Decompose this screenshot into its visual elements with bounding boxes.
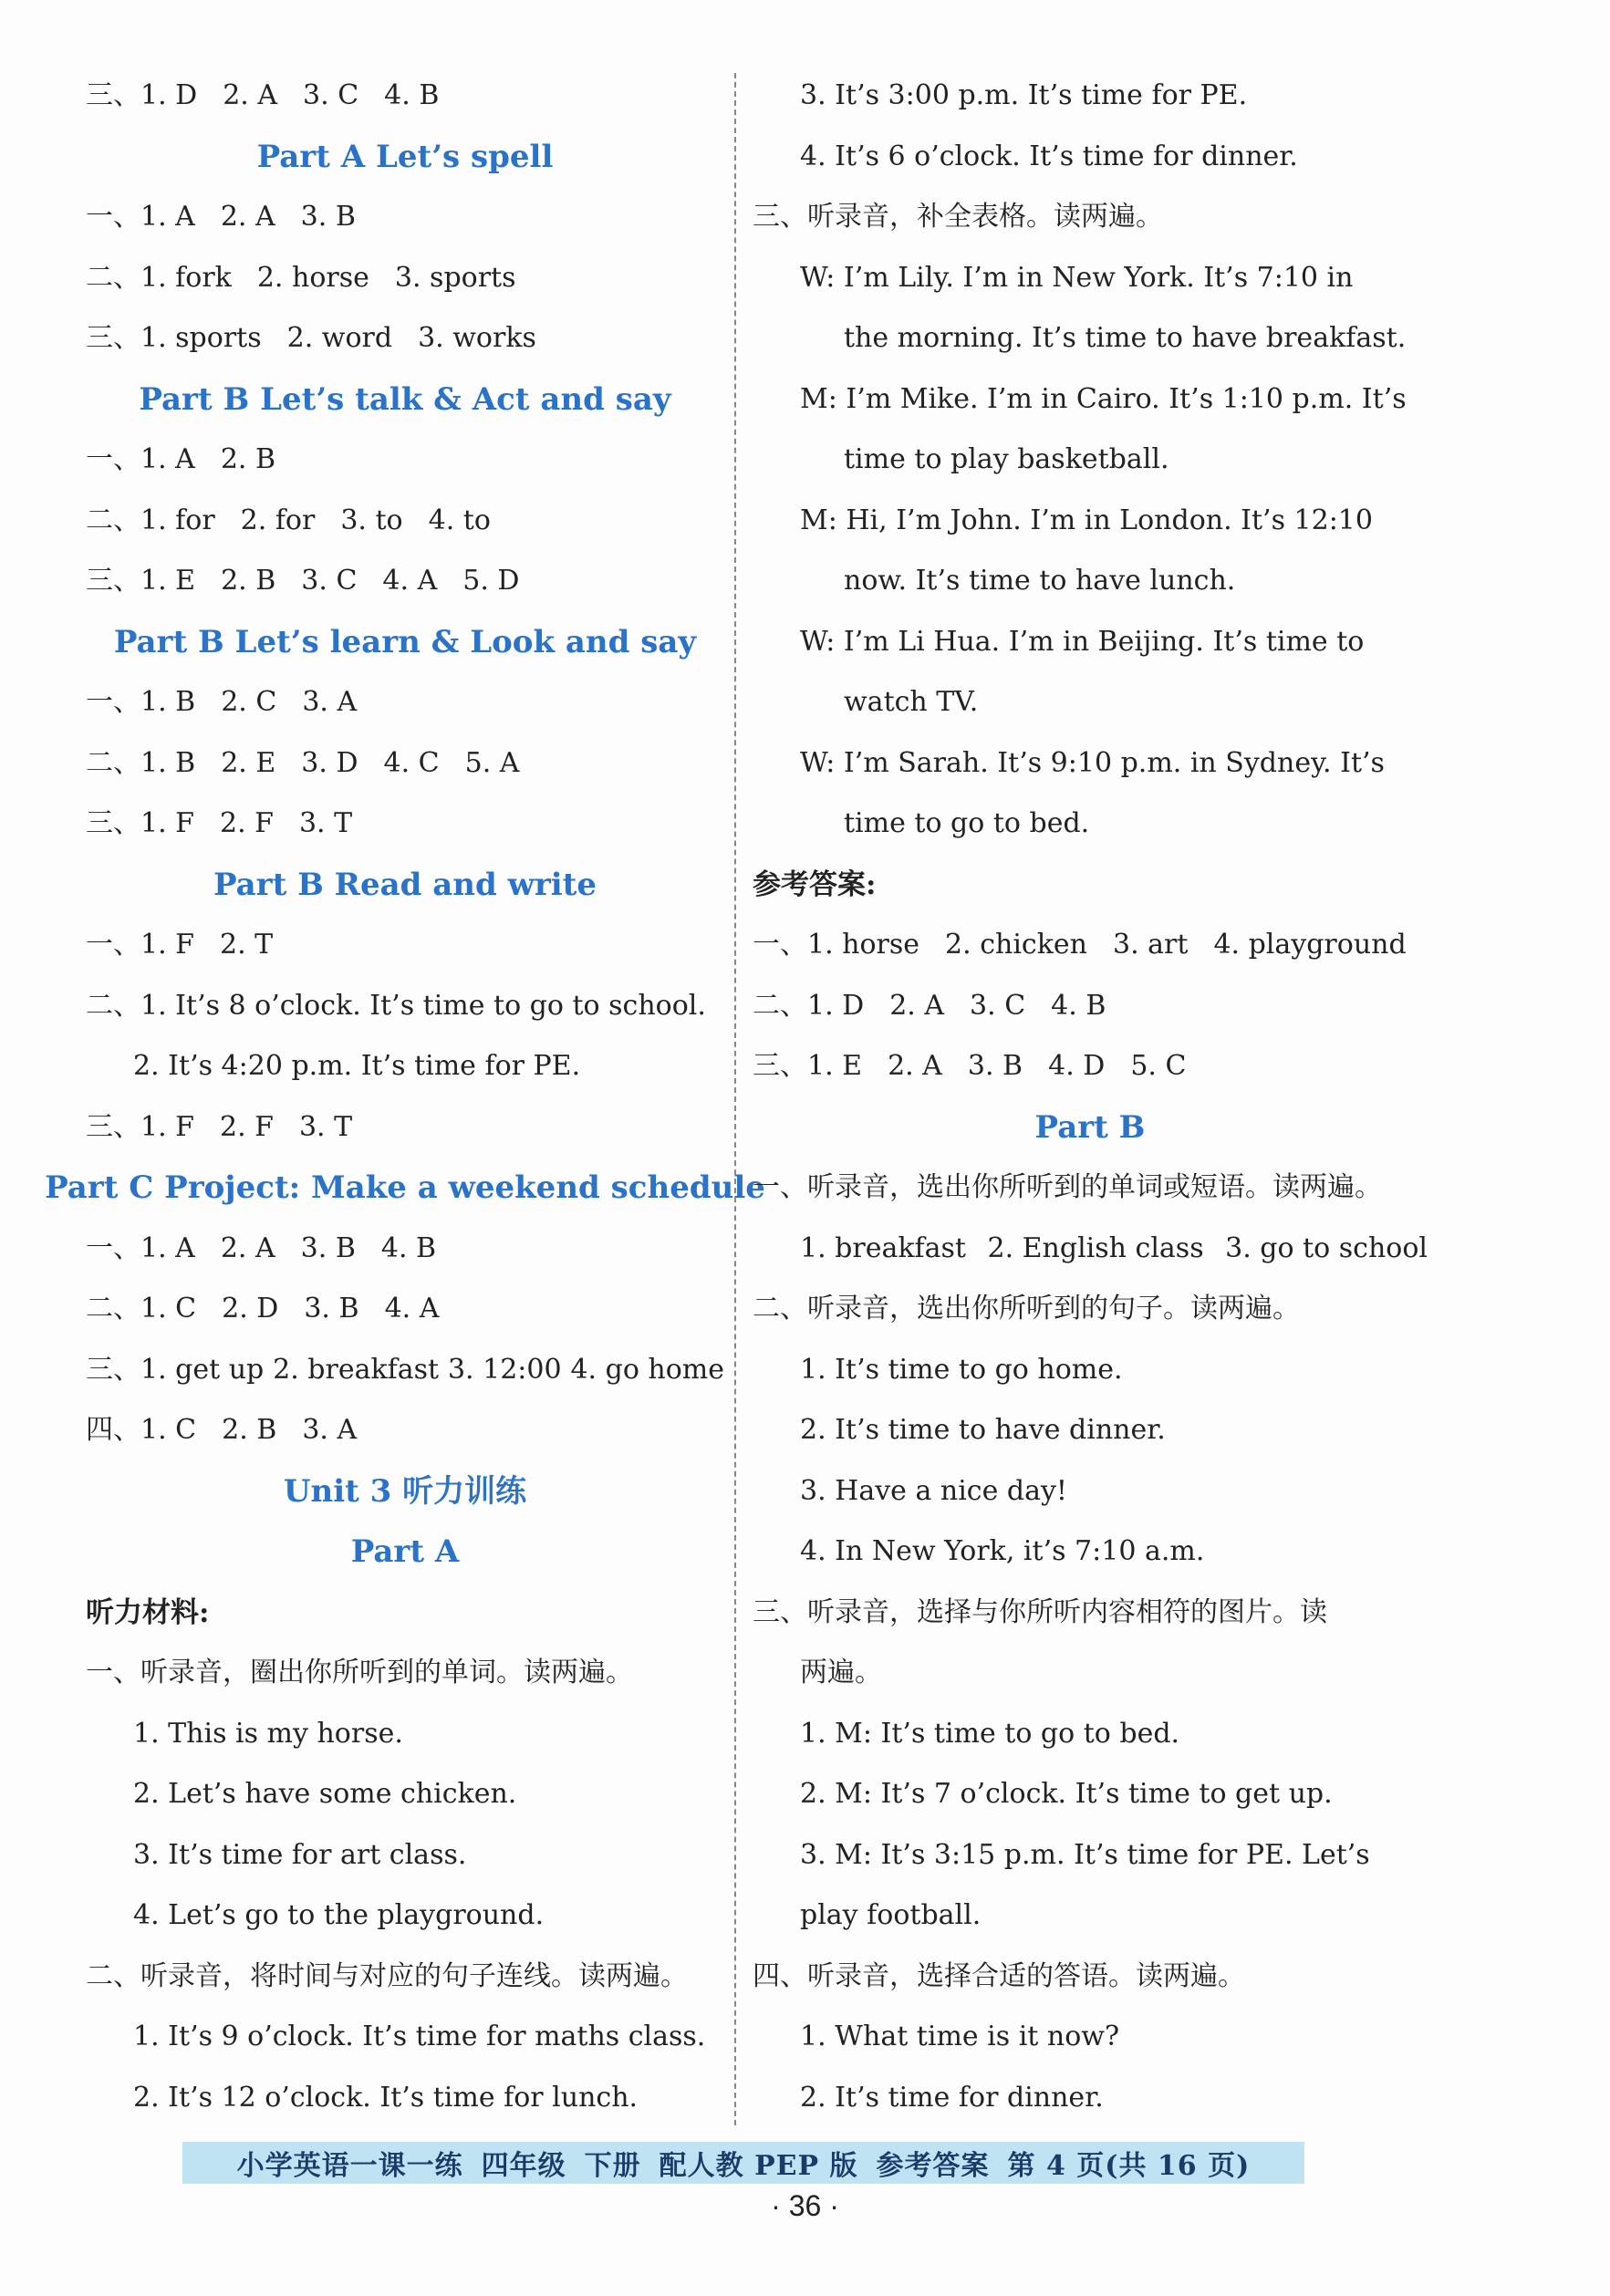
question-number: 一、 [86,1657,140,1689]
answer-line [86,187,724,248]
question-number: 一、 [86,929,140,961]
question-number: 一、 [86,1231,140,1264]
answer-item: 1. A [140,1231,195,1264]
answer-item: 1. E [807,1050,863,1083]
answer-line [86,915,724,976]
answer-item: 1. for [140,504,215,536]
answer-line [86,66,724,127]
answer-item: now. It’s time to have lunch. [844,565,1236,597]
answer-item: 听录音，圈出你所听到的单词。读两遍。 [140,1657,633,1689]
question-number: 三、 [86,1353,140,1386]
answer-item: 听录音，选择与你所听内容相符的图片。读 [807,1595,1327,1628]
answer-item: 1. A [140,201,195,234]
answer-item: M: Hi, I’m John. I’m in London. It’s 12:10 [800,504,1373,536]
section-heading: Unit 3 听力训练 [283,1472,527,1510]
answer-line [86,1400,724,1461]
answer-line [86,733,724,795]
question-number: 二、 [86,746,140,779]
answer-line [753,2068,1428,2129]
answer-line [753,1583,1428,1644]
answer-line [86,1097,724,1158]
answer-item: 1. D [140,79,198,112]
answer-line [753,430,1428,491]
answer-item: 3. art [1112,929,1189,961]
answer-line [753,1400,1428,1461]
answer-line [86,1764,724,1825]
answer-item: 2. for [240,504,316,536]
answer-item: 3. works [418,322,536,355]
question-number: 三、 [753,201,807,234]
answer-line [753,612,1428,673]
answer-item: 5. D [462,565,520,597]
answer-item: 听录音，选出你所听到的单词或短语。读两遍。 [807,1171,1382,1204]
answer-item: 3. T [298,1110,353,1143]
answer-item: 3. go to school [1225,1231,1428,1264]
answer-item: 4. C [383,746,440,779]
answer-line [86,248,724,309]
answer-line [753,1764,1428,1825]
question-number: 二、 [86,504,140,536]
answer-item: 2. A [220,1231,275,1264]
answer-item: 4. It’s 6 o’clock. It’s time for dinner. [800,140,1298,172]
answer-item: 2. T [219,929,274,961]
answer-line [753,1947,1428,2008]
answer-item: 4. go home [570,1353,724,1386]
answer-item: 3. to [340,504,403,536]
answer-line [753,672,1428,733]
section-heading: Part B Read and write [213,866,597,903]
answer-line [86,1643,724,1704]
question-number: 三、 [86,1110,140,1143]
answer-item: 4. B [1051,989,1106,1022]
answer-line [753,1036,1428,1097]
footer-bar [182,2142,1304,2184]
answer-item: 4. A [384,1293,440,1325]
answer-item: 4. Let’s go to the playground. [133,1899,545,1932]
question-number: 二、 [753,989,807,1022]
answer-line [86,976,724,1037]
question-number: 一、 [753,1171,807,1204]
question-number: 一、 [86,443,140,476]
answer-item: 1. It’s 8 o’clock. It’s time to go to school. [140,989,706,1022]
question-number: 三、 [753,1595,807,1628]
answer-line [753,733,1428,795]
answer-item: W: I’m Lily. I’m in New York. It’s 7:10 in [800,261,1354,294]
answer-line [86,1886,724,1947]
answer-item: 2. A [889,989,945,1022]
answer-item: time to play basketball. [844,443,1169,476]
answer-item: 1. It’s time to go home. [800,1353,1123,1386]
answer-item: 参考答案: [753,867,877,901]
answer-item: 听录音，将时间与对应的句子连线。读两遍。 [140,1959,688,1992]
section-heading: Part B [1034,1108,1146,1146]
question-number: 一、 [86,201,140,234]
answer-item: 3. M: It’s 3:15 p.m. It’s time for PE. Let’s [800,1838,1370,1871]
answer-item: time to go to bed. [844,807,1090,840]
answer-line [753,1643,1428,1704]
answer-line [753,1219,1428,1280]
answer-item: 两遍。 [800,1657,882,1689]
answer-line [86,672,724,733]
answer-item: 2. F [219,807,274,840]
answer-line [86,308,724,369]
answer-line [86,1825,724,1886]
answer-item: 1. C [140,1414,197,1447]
answer-item: 4. playground [1213,929,1407,961]
answer-item: 3. B [300,201,356,234]
footer-volume: 下册 [584,2150,641,2182]
answer-line [753,369,1428,431]
question-number: 二、 [753,1293,807,1325]
answer-item: 1. This is my horse. [133,1717,403,1750]
answer-item: 2. word [286,322,393,355]
question-number: 三、 [753,1050,807,1083]
section-label [753,855,1428,916]
answer-line [753,1340,1428,1401]
answer-item: 5. A [464,746,520,779]
answer-item: 1. fork [140,261,232,294]
answer-line [753,1825,1428,1886]
answer-line [753,248,1428,309]
answer-item: 3. C [970,989,1026,1022]
section-heading: Part C Project: Make a weekend schedule [45,1169,765,1207]
answer-item: W: I’m Sarah. It’s 9:10 p.m. in Sydney. It’s [800,746,1385,779]
answer-line [86,1340,724,1401]
answer-line [753,1158,1428,1219]
answer-item: 听录音，选出你所听到的句子。读两遍。 [807,1293,1300,1325]
answer-item: 1. sports [140,322,262,355]
answer-line [86,1036,724,1097]
answer-item: 听录音，选择合适的答语。读两遍。 [807,1959,1245,1992]
footer-page-info: 第 4 页(共 16 页) [1007,2150,1251,2182]
answer-line [753,1886,1428,1947]
footer-edition: 配人教 PEP 版 [659,2150,858,2182]
answer-item: 2. A [888,1050,942,1083]
answer-item: 3. It’s 3:00 p.m. It’s time for PE. [800,79,1248,112]
section-heading: Part A [350,1533,460,1571]
answer-item: 2. It’s 4:20 p.m. It’s time for PE. [133,1050,581,1083]
answer-line [86,491,724,552]
question-number: 四、 [753,1959,807,1992]
question-number: 二、 [86,989,140,1022]
answer-item: 3. B [967,1050,1023,1083]
answer-item: 4. In New York, it’s 7:10 a.m. [800,1535,1205,1568]
answer-item: 1. What time is it now? [800,2021,1120,2053]
answer-item: 1. get up [140,1353,265,1386]
answer-item: 4. to [428,504,491,536]
answer-line [753,1704,1428,1765]
answer-item: 4. A [382,565,438,597]
answer-item: 2. C [221,686,277,719]
answer-line [753,187,1428,248]
answer-line [753,1279,1428,1340]
answer-item: 2. It’s time for dinner. [800,2081,1104,2114]
answer-item: 2. M: It’s 7 o’clock. It’s time to get up. [800,1778,1333,1811]
answer-item: 4. B [380,1231,437,1264]
answer-item: 听力材料: [86,1595,210,1629]
answer-item: play football. [800,1899,982,1932]
answer-line [86,1947,724,2008]
answer-item: 3. 12:00 [447,1353,562,1386]
answer-item: 2. chicken [945,929,1087,961]
answer-line [86,1704,724,1765]
question-number: 二、 [86,261,140,294]
question-number: 一、 [86,686,140,719]
answer-item: 2. A [223,79,278,112]
question-number: 二、 [86,1293,140,1325]
section-heading: Part B Let’s talk & Act and say [139,380,671,418]
answer-line [753,127,1428,188]
answer-item: 1. D [807,989,865,1022]
answer-item: 2. B [221,565,276,597]
answer-line [86,1279,724,1340]
answer-item: 3. D [301,746,358,779]
answer-line [86,1219,724,1280]
question-number: 三、 [86,322,140,355]
answer-line [753,976,1428,1037]
answer-line [753,1461,1428,1522]
answer-item: watch TV. [844,686,979,719]
answer-item: 2. F [219,1110,274,1143]
left-column [45,66,765,2128]
footer-grade: 四年级 [481,2150,566,2182]
answer-line [86,794,724,855]
answer-item: 2. It’s time to have dinner. [800,1414,1166,1447]
answer-item: 1. breakfast [800,1231,966,1264]
column-divider [734,73,736,2125]
section-heading: Part A Let’s spell [256,138,554,175]
answer-item: 2. Let’s have some chicken. [133,1778,517,1811]
answer-line [86,430,724,491]
right-column [753,66,1428,2128]
question-number: 三、 [86,807,140,840]
answer-line [86,2068,724,2129]
answer-item: 1. F [140,1110,194,1143]
answer-item: 3. C [303,79,359,112]
answer-item: W: I’m Li Hua. I’m in Beijing. It’s time to [800,625,1365,658]
answer-item: 3. Have a nice day! [800,1474,1067,1507]
answer-item: 1. M: It’s time to go to bed. [800,1717,1180,1750]
answer-item: 2. B [222,1414,277,1447]
answer-line [753,308,1428,369]
answer-item: M: I’m Mike. I’m in Cairo. It’s 1:10 p.m. It’s [800,382,1407,415]
section-heading: Part B Let’s learn & Look and say [113,623,697,660]
answer-item: 听录音，补全表格。读两遍。 [807,201,1163,234]
answer-item: 3. B [300,1231,356,1264]
answer-item: 3. It’s time for art class. [133,1838,467,1871]
answer-item: 2. D [222,1293,279,1325]
answer-item: 2. It’s 12 o’clock. It’s time for lunch. [133,2081,639,2114]
answer-line [753,1522,1428,1583]
answer-line [753,794,1428,855]
answer-line [86,551,724,612]
answer-item: 4. D [1048,1050,1106,1083]
answer-item: 1. It’s 9 o’clock. It’s time for maths class. [133,2021,706,2053]
answer-item: 2. A [220,201,275,234]
answer-item: 1. F [140,929,194,961]
answer-item: 3. C [301,565,358,597]
answer-line [753,2007,1428,2068]
answer-item: 1. C [140,1293,197,1325]
answer-item: 1. A [140,443,195,476]
answer-item: 3. B [304,1293,359,1325]
answer-item: 5. C [1130,1050,1187,1083]
answer-item: 2. B [220,443,276,476]
answer-line [753,551,1428,612]
answer-item: 3. T [298,807,353,840]
answer-item: the morning. It’s time to have breakfast. [844,322,1407,355]
answer-item: 1. B [140,746,196,779]
question-number: 三、 [86,79,140,112]
answer-line [753,66,1428,127]
answer-item: 1. E [140,565,196,597]
answer-item: 1. B [140,686,196,719]
footer-section: 参考答案 [876,2150,990,2182]
question-number: 四、 [86,1414,140,1447]
answer-item: 3. A [302,686,358,719]
question-number: 一、 [753,929,807,961]
answer-item: 1. horse [807,929,920,961]
answer-line [86,2007,724,2068]
question-number: 二、 [86,1959,140,1992]
answer-item: 1. F [140,807,194,840]
answer-item: 2. E [221,746,276,779]
answer-item: 2. horse [256,261,369,294]
section-label [86,1583,724,1644]
answer-item: 2. breakfast [273,1353,440,1386]
answer-line [753,491,1428,552]
answer-line [753,915,1428,976]
answer-item: 3. sports [394,261,516,294]
answer-item: 4. B [384,79,440,112]
footer-book-title: 小学英语一课一练 [236,2150,463,2182]
answer-item: 3. A [302,1414,358,1447]
answer-item: 2. English class [987,1231,1204,1264]
question-number: 三、 [86,565,140,597]
page-number: · 36 · [771,2189,839,2222]
